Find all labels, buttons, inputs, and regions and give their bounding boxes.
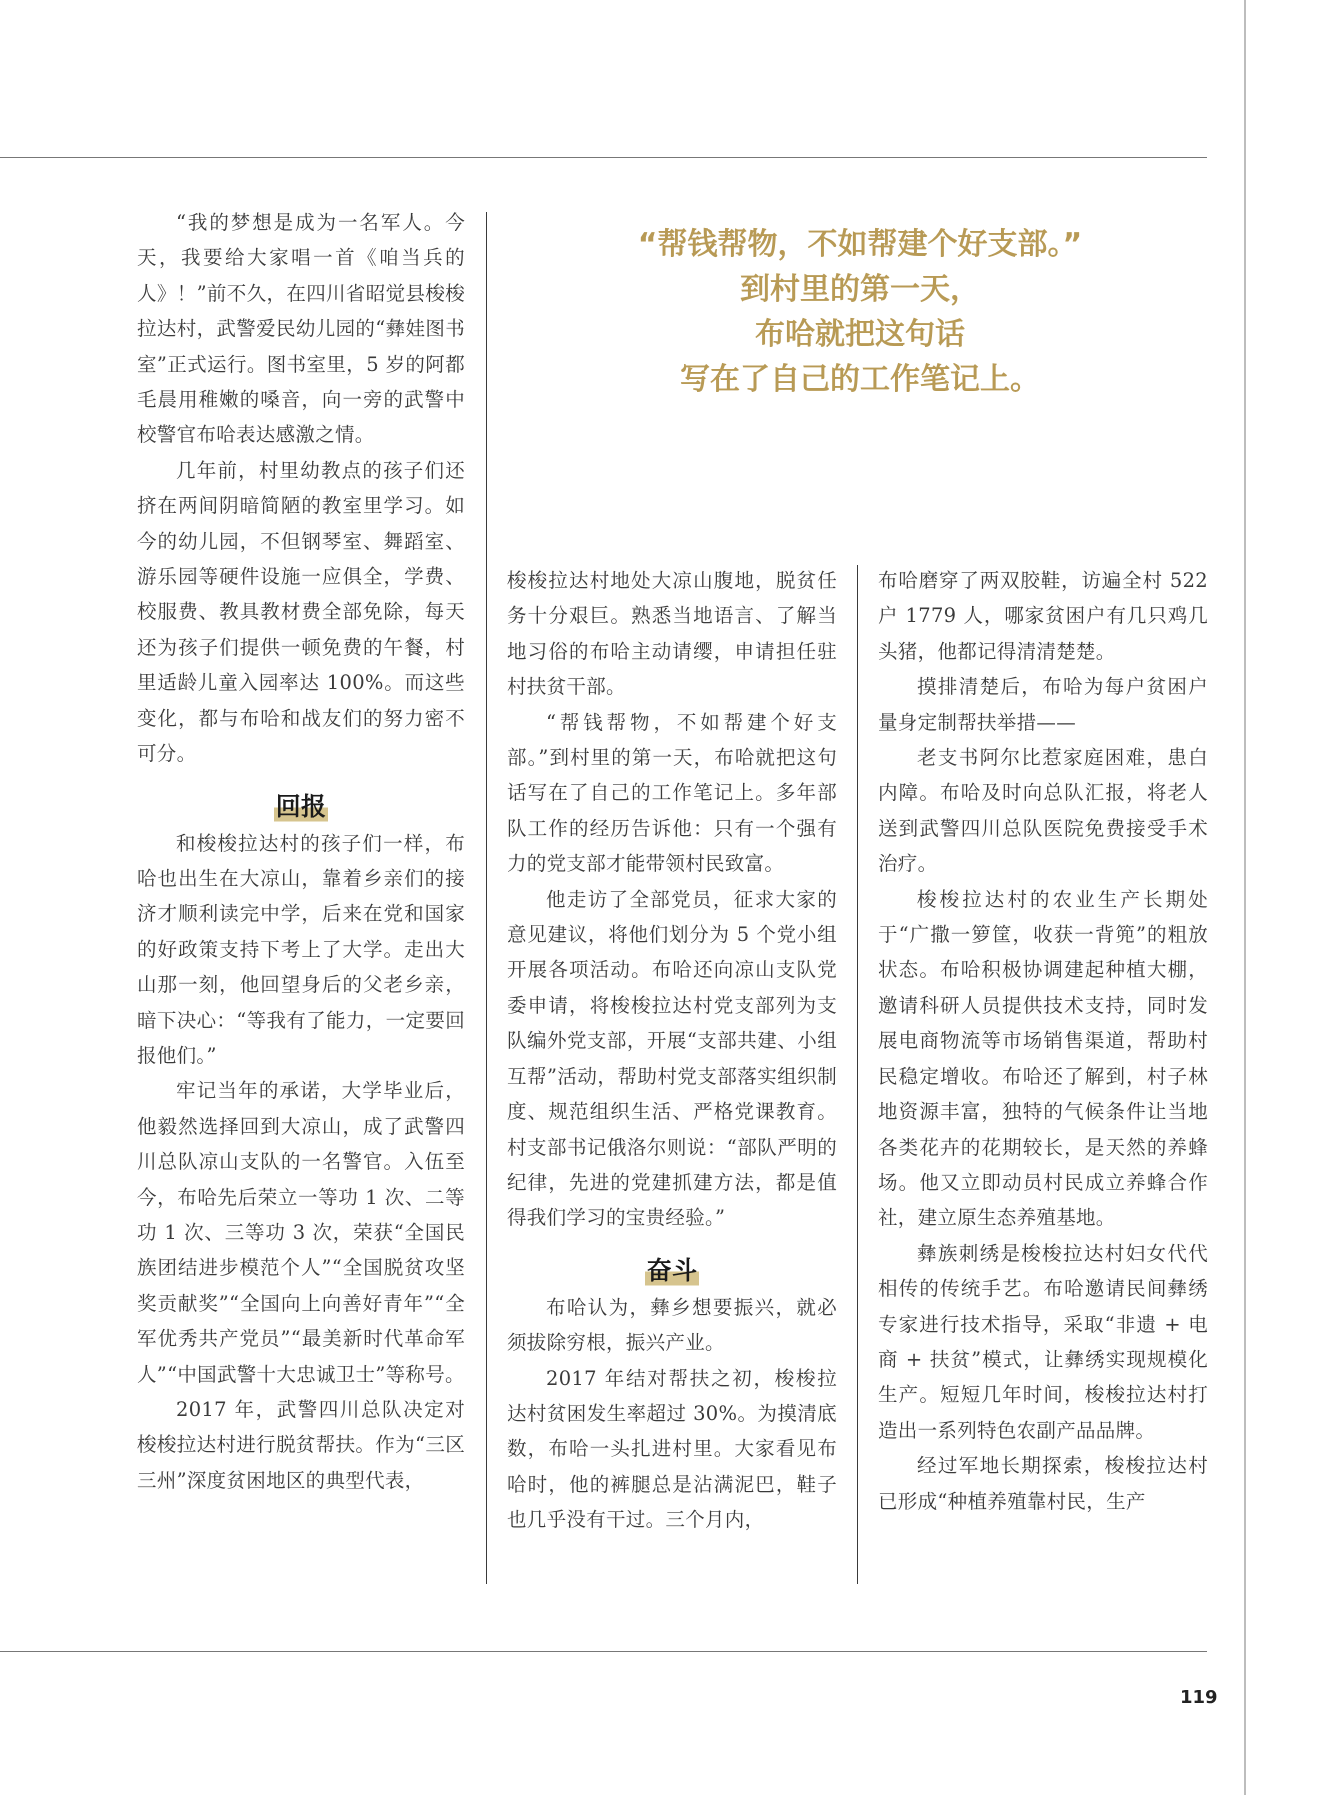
pull-quote-line: 写在了自己的工作笔记上。 bbox=[680, 362, 1040, 397]
paragraph: 2017 年结对帮扶之初，梭梭拉达村贫困发生率超过 30%。为摸清底数，布哈一头扎进村里。大家看见布哈时，他的裤腿总是沾满泥巴，鞋子也几乎没有干过。三个月内， bbox=[507, 1366, 837, 1532]
paragraph: 布哈磨穿了两双胶鞋，访遍全村 522 户 1779 人，哪家贫困户有几只鸡几头猪，他都记得清清楚楚。 bbox=[878, 569, 1208, 663]
page-number: 119 bbox=[1180, 1687, 1218, 1708]
page-edge-line bbox=[1244, 0, 1246, 1795]
paragraph: 彝族刺绣是梭梭拉达村妇女代代相传的传统手艺。布哈邀请民间彝绣专家进行技术指导，采取“非遗 + 电商 + 扶贫”模式，让彝绣实现规模化生产。短短几年时间，梭梭拉达村打造出一系列特色农副产品品牌。 bbox=[878, 1241, 1208, 1442]
paragraph: 他走访了全部党员，征求大家的意见建议，将他们划分为 5 个党小组开展各项活动。布哈还向凉山支队党委申请，将梭梭拉达村党支部列为支队编外党支部，开展“支部共建、小组互帮”活动，帮助村党支部落实组织制度、规范组织生活、严格党课教育。村支部书记俄洛尔则说：“部队严明的纪律，先进的党建抓建方法，都是值得我们学习的宝贵经验。” bbox=[507, 887, 837, 1230]
pull-quote-line: “帮钱帮物，不如帮建个好支部。” bbox=[637, 227, 1083, 262]
section-heading-huibao bbox=[137, 790, 465, 826]
paragraph: 梭梭拉达村的农业生产长期处于“广撒一箩筐，收获一背篼”的粗放状态。布哈积极协调建起种植大棚，邀请科研人员提供技术支持，同时发展电商物流等市场销售渠道，帮助村民稳定增收。布哈还了解到，村子林地资源丰富，独特的气候条件让当地各类花卉的花期较长，是天然的养蜂场。他又立即动员村民成立养蜂合作社，建立原生态养殖基地。 bbox=[878, 887, 1208, 1230]
article-column-2 bbox=[507, 563, 837, 1538]
pull-quote bbox=[560, 222, 1160, 402]
article-column-3 bbox=[878, 563, 1208, 1519]
bottom-rule bbox=[0, 1651, 1207, 1652]
paragraph: 摸排清楚后，布哈为每户贫困户量身定制帮扶举措—— bbox=[878, 675, 1208, 734]
paragraph: 牢记当年的承诺，大学毕业后，他毅然选择回到大凉山，成了武警四川总队凉山支队的一名警官。入伍至今，布哈先后荣立一等功 1 次、二等功 1 次、三等功 3 次，荣获“全国民族团结进步模范个人”“全国脱贫攻坚奖贡献奖”“全国向上向善好青年”“全军优秀共产党员”“最美新时代革命军人”“中国武警十大忠诚卫士”等称号。 bbox=[137, 1079, 465, 1386]
article-column-1 bbox=[137, 205, 465, 1498]
paragraph: 老支书阿尔比惹家庭困难，患白内障。布哈及时向总队汇报，将老人送到武警四川总队医院免费接受手术治疗。 bbox=[878, 746, 1208, 876]
section-heading-text: 回报 bbox=[274, 790, 329, 824]
paragraph: 几年前，村里幼教点的孩子们还挤在两间阴暗简陋的教室里学习。如今的幼儿园，不但钢琴室、舞蹈室、游乐园等硬件设施一应俱全，学费、校服费、教具教材费全部免除，每天还为孩子们提供一顿免费的午餐，村里适龄儿童入园率达 100%。而这些变化，都与布哈和战友们的努力密不可分。 bbox=[137, 458, 465, 766]
paragraph: 和梭梭拉达村的孩子们一样，布哈也出生在大凉山，靠着乡亲们的接济才顺利读完中学，后来在党和国家的好政策支持下考上了大学。走出大山那一刻，他回望身后的父老乡亲，暗下决心：“等我有了能力，一定要回报他们。” bbox=[137, 831, 465, 1067]
section-heading-text: 奋斗 bbox=[645, 1254, 700, 1288]
paragraph: “我的梦想是成为一名军人。今天，我要给大家唱一首《咱当兵的人》！”前不久，在四川省昭觉县梭梭拉达村，武警爱民幼儿园的“彝娃图书室”正式运行。图书室里，5 岁的阿都毛晨用稚嫩的嗓音，向一旁的武警中校警官布哈表达感激之情。 bbox=[137, 211, 465, 447]
pull-quote-line: 到村里的第一天， bbox=[740, 272, 980, 307]
paragraph: 梭梭拉达村地处大凉山腹地，脱贫任务十分艰巨。熟悉当地语言、了解当地习俗的布哈主动请缨，申请担任驻村扶贫干部。 bbox=[507, 569, 837, 699]
paragraph: “帮钱帮物，不如帮建个好支部。”到村里的第一天，布哈就把这句话写在了自己的工作笔记上。多年部队工作的经历告诉他：只有一个强有力的党支部才能带领村民致富。 bbox=[507, 710, 837, 876]
section-heading-fendou bbox=[507, 1254, 837, 1290]
paragraph: 经过军地长期探索，梭梭拉达村已形成“种植养殖靠村民，生产 bbox=[878, 1454, 1208, 1513]
column-divider bbox=[857, 565, 858, 1584]
paragraph: 布哈认为，彝乡想要振兴，就必须拔除穷根，振兴产业。 bbox=[507, 1295, 837, 1355]
paragraph: 2017 年，武警四川总队决定对梭梭拉达村进行脱贫帮扶。作为“三区三州”深度贫困地区的典型代表， bbox=[137, 1398, 465, 1492]
column-divider bbox=[486, 212, 487, 1584]
top-rule bbox=[0, 157, 1207, 158]
pull-quote-line: 布哈就把这句话 bbox=[755, 317, 965, 352]
